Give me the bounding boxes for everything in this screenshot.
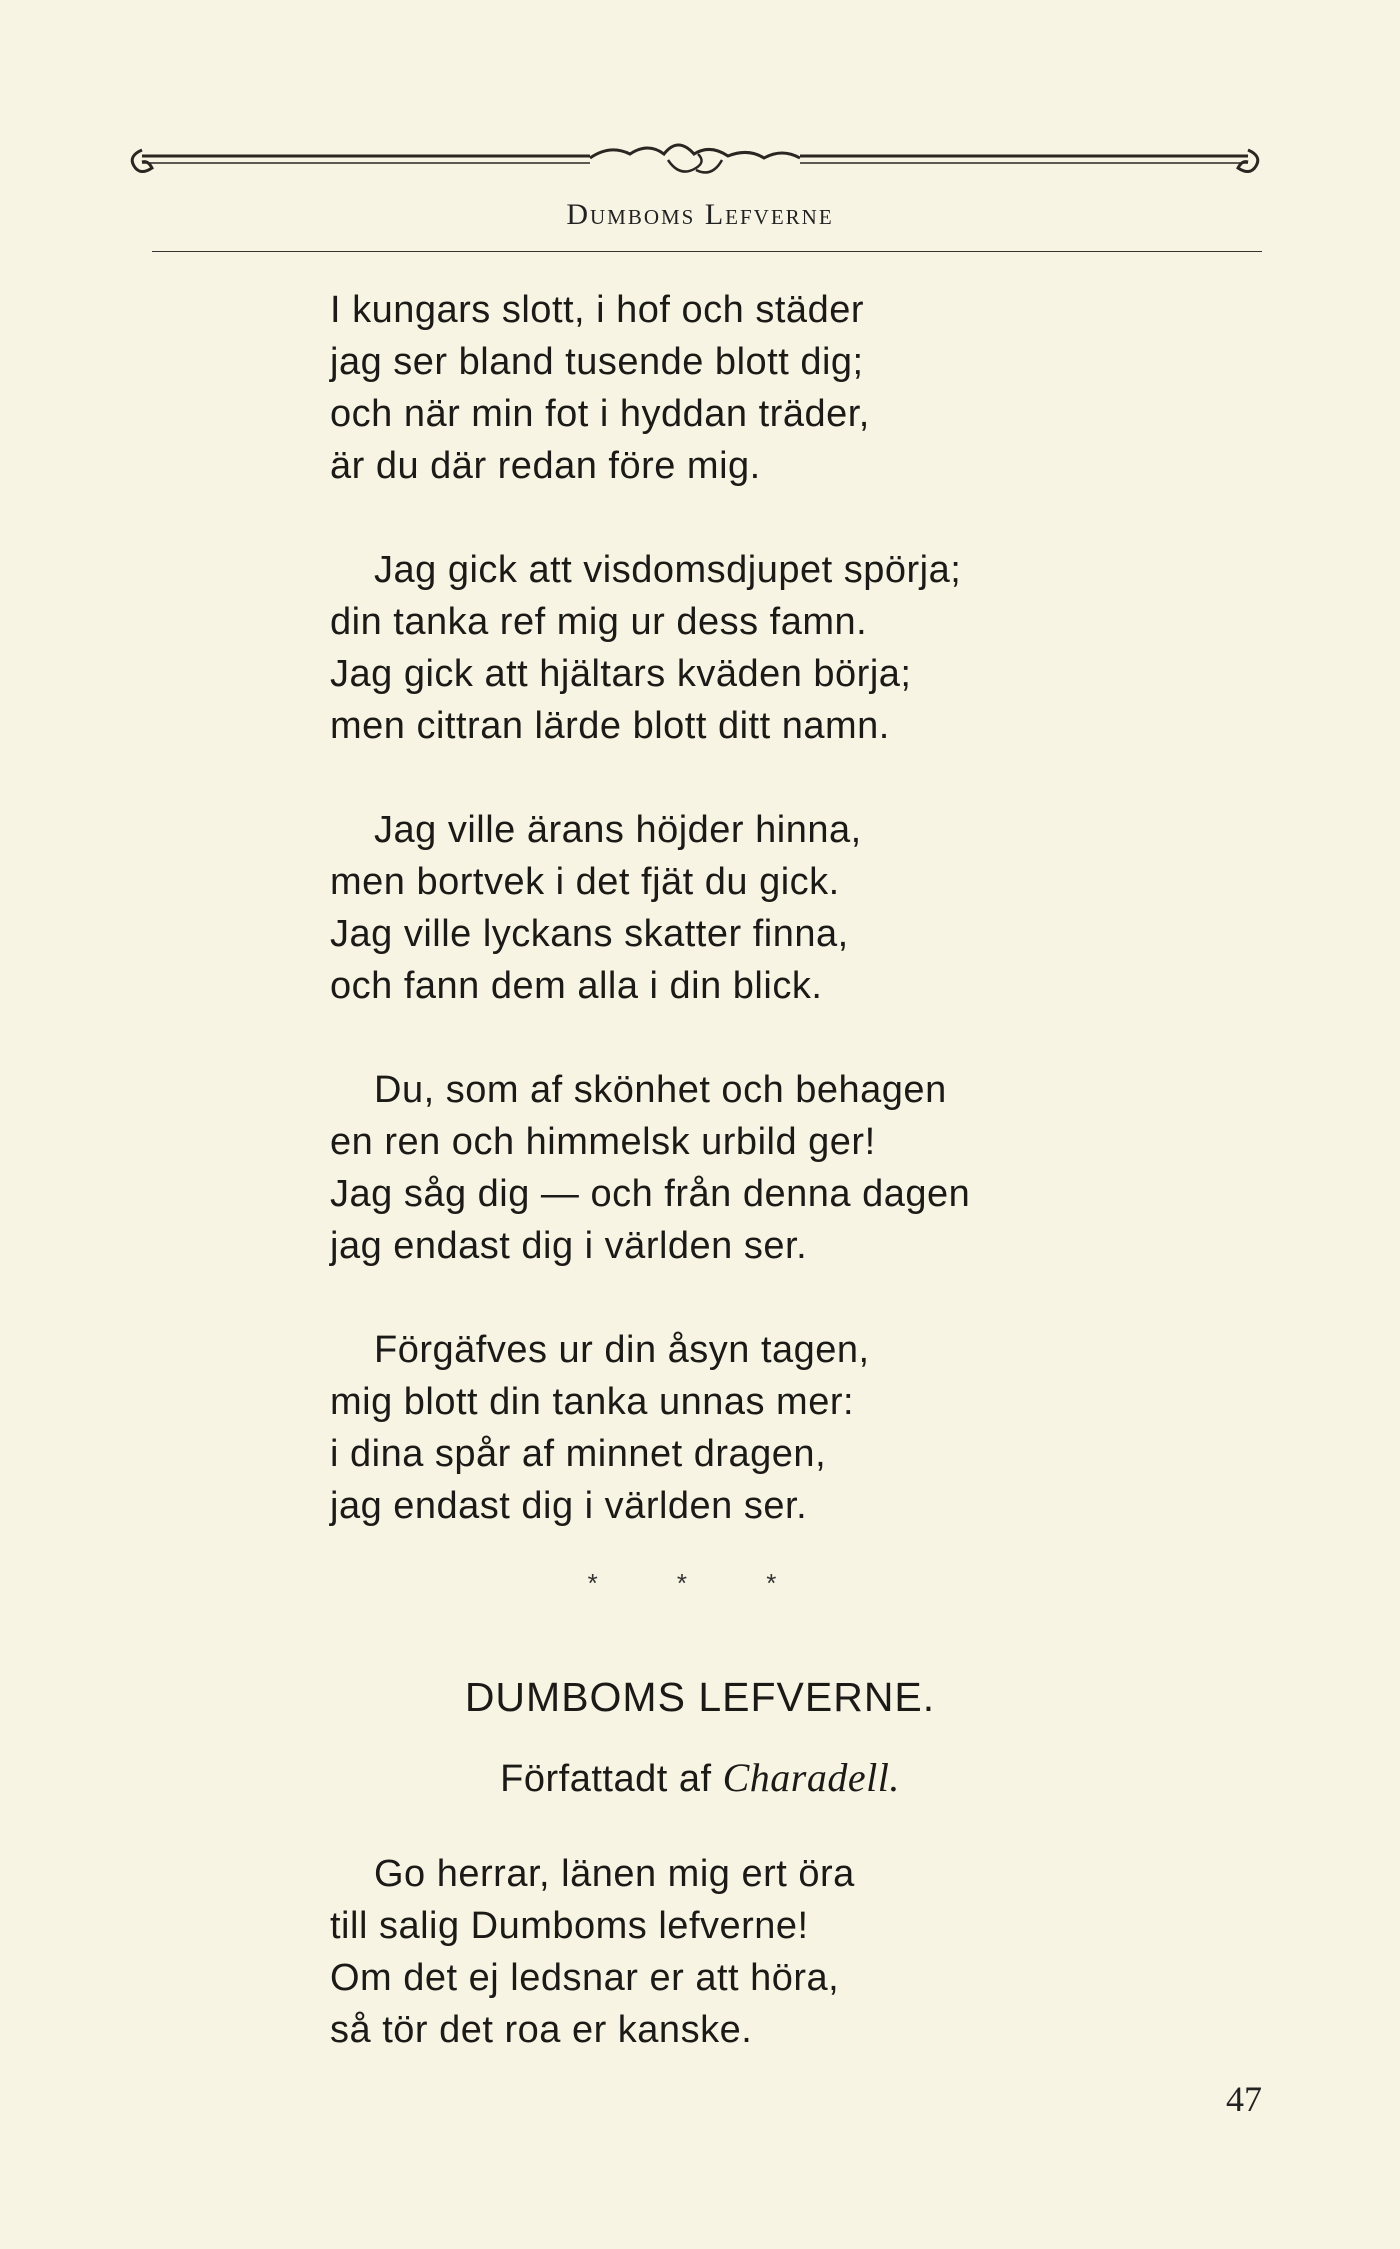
poem-line: Jag gick att hjältars kväden börja; (330, 653, 912, 695)
poem-line: Jag såg dig — och från denna dagen (330, 1173, 971, 1215)
poem-line: Go herrar, länen mig ert öra (374, 1853, 855, 1895)
poem-line: Förgäfves ur din åsyn tagen, (374, 1329, 870, 1371)
poem-line: jag endast dig i världen ser. (330, 1485, 808, 1527)
poem-line: Jag gick att visdomsdjupet spörja; (374, 549, 962, 591)
poem-line: jag ser bland tusende blott dig; (330, 341, 864, 383)
poem-line: Du, som af skönhet och behagen (374, 1069, 947, 1111)
stanza (330, 804, 1130, 1012)
stanza (330, 1324, 1130, 1532)
page-number: 47 (1226, 2079, 1262, 2119)
poem-line: så tör det roa er kanske. (330, 2009, 753, 2051)
poem-line: till salig Dumboms lefverne! (330, 1905, 809, 1947)
poem-line: din tanka ref mig ur dess famn. (330, 601, 868, 643)
section-title: DUMBOMS LEFVERNE. (464, 1674, 936, 1720)
poem-line: är du där redan före mig. (330, 445, 761, 487)
stanza (330, 1064, 1130, 1272)
poem-line: jag endast dig i världen ser. (330, 1225, 808, 1267)
poem-line: Om det ej ledsnar er att höra, (330, 1957, 840, 1999)
poem-line: mig blott din tanka unnas mer: (330, 1381, 855, 1423)
poem-line: och fann dem alla i din blick. (330, 965, 823, 1007)
poem-line: Jag ville ärans höjder hinna, (374, 809, 862, 851)
poem-line: Jag ville lyckans skatter finna, (330, 913, 849, 955)
poem-line: i dina spår af minnet dragen, (330, 1433, 827, 1475)
poem-line: och när min fot i hyddan träder, (330, 393, 870, 435)
poem-line: men bortvek i det fjät du gick. (330, 861, 840, 903)
byline-author: Charadell. (722, 1755, 900, 1800)
byline-prefix: Författadt af (500, 1758, 712, 1800)
header-ornament (120, 130, 1270, 200)
poem-line: I kungars slott, i hof och städer (330, 289, 864, 331)
second-poem (330, 1848, 1130, 2056)
poem-line: men cittran lärde blott ditt namn. (330, 705, 890, 747)
byline (0, 1754, 1400, 1801)
header-rule (152, 251, 1262, 252)
section-separator: * * * (587, 1568, 813, 1598)
poem-line: en ren och himmelsk urbild ger! (330, 1121, 876, 1163)
poem (330, 284, 1130, 1584)
running-head: Dumboms Lefverne (566, 198, 834, 231)
stanza (330, 544, 1130, 752)
stanza (330, 284, 1130, 492)
